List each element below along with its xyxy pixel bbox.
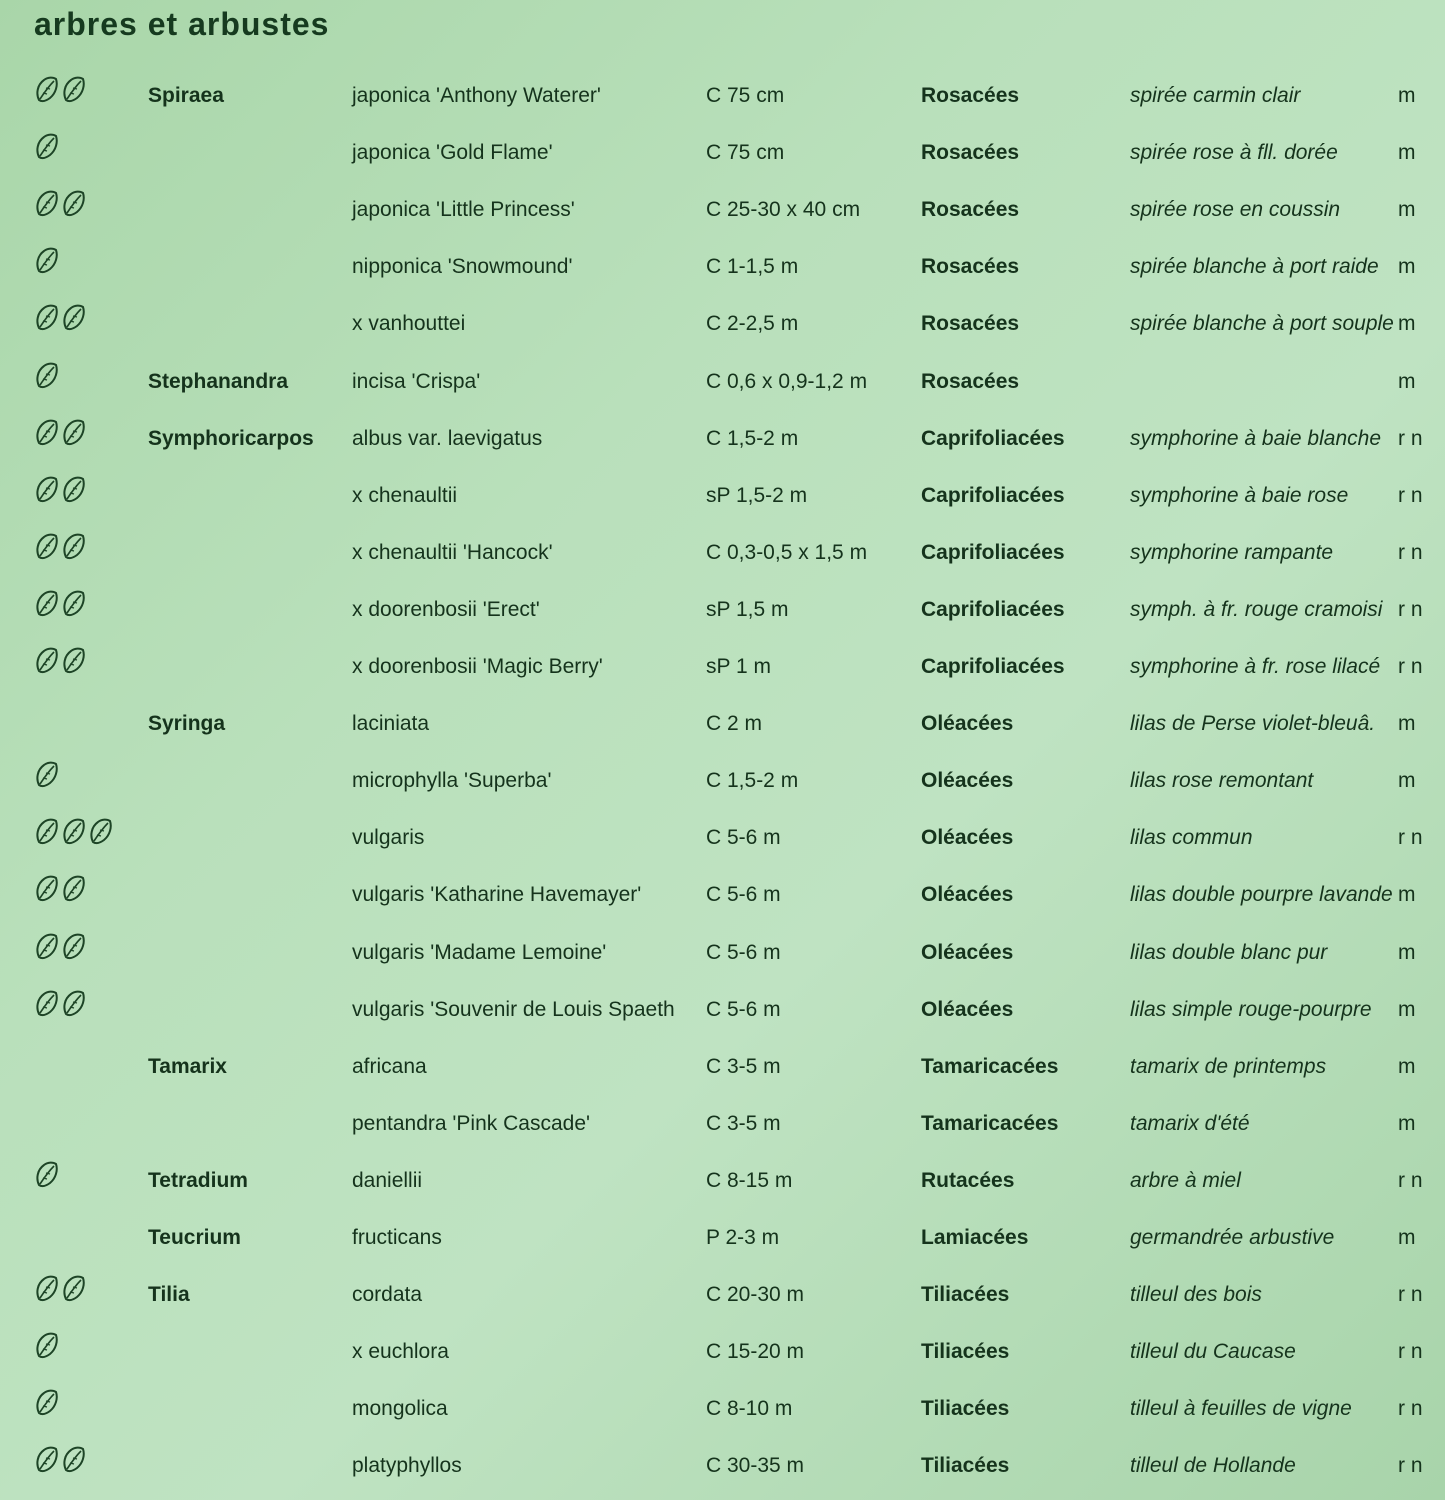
code-cell: m <box>1398 940 1416 964</box>
leaf-icon <box>34 931 60 975</box>
size-cell: C 20-30 m <box>706 1283 805 1307</box>
size-cell: C 1,5-2 m <box>706 426 799 450</box>
size-cell: sP 1,5-2 m <box>706 483 808 507</box>
common-name-cell: symph. à fr. rouge cramoisi <box>1130 597 1383 621</box>
table-row <box>0 1389 1445 1429</box>
table-row <box>0 990 1445 1030</box>
size-cell: C 2 m <box>706 712 763 736</box>
species-cell: x vanhouttei <box>352 312 466 336</box>
hardiness-icons <box>34 133 60 173</box>
hardiness-icons <box>34 533 87 573</box>
size-cell: C 5-6 m <box>706 826 781 850</box>
genus-cell: Stephanandra <box>148 369 289 393</box>
size-cell: C 2-2,5 m <box>706 312 799 336</box>
common-name-cell: tilleul à feuilles de vigne <box>1130 1397 1352 1421</box>
species-cell: microphylla 'Superba' <box>352 769 552 793</box>
common-name-cell: tilleul de Hollande <box>1130 1454 1296 1478</box>
size-cell: C 5-6 m <box>706 883 781 907</box>
table-row <box>0 1161 1445 1201</box>
common-name-cell: lilas de Perse violet-bleuâ. <box>1130 712 1376 736</box>
common-name-cell: tamarix d'été <box>1130 1111 1250 1135</box>
hardiness-icons <box>34 362 60 402</box>
leaf-icon <box>61 873 87 917</box>
code-cell: m <box>1398 997 1416 1021</box>
hardiness-icons <box>34 1275 87 1315</box>
hardiness-icons <box>34 761 60 801</box>
common-name-cell: spirée blanche à port souple <box>1130 312 1394 336</box>
size-cell: C 3-5 m <box>706 1054 781 1078</box>
table-row <box>0 76 1445 116</box>
species-cell: nipponica 'Snowmound' <box>352 255 573 279</box>
table-row <box>0 761 1445 801</box>
table-row <box>0 1047 1445 1087</box>
leaf-icon <box>61 588 87 632</box>
code-cell: m <box>1398 84 1416 107</box>
family-cell: Lamiacées <box>921 1226 1029 1249</box>
leaf-icon <box>61 74 87 118</box>
family-cell: Caprifoliacées <box>921 597 1065 621</box>
family-cell: Tiliacées <box>921 1454 1010 1478</box>
family-cell: Caprifoliacées <box>921 483 1065 507</box>
species-cell: x euchlora <box>352 1340 449 1364</box>
hardiness-icons <box>34 1389 60 1429</box>
common-name-cell: arbre à miel <box>1130 1168 1241 1192</box>
code-cell: m <box>1398 883 1416 907</box>
table-row <box>0 1275 1445 1315</box>
family-cell: Caprifoliacées <box>921 426 1065 450</box>
common-name-cell: lilas rose remontant <box>1130 769 1314 793</box>
hardiness-icons <box>34 590 87 630</box>
leaf-icon <box>34 759 60 803</box>
size-cell: C 5-6 m <box>706 940 781 964</box>
common-name-cell: tamarix de printemps <box>1130 1054 1327 1078</box>
size-cell: sP 1 m <box>706 655 771 678</box>
species-cell: vulgaris 'Katharine Havemayer' <box>352 883 642 907</box>
leaf-icon <box>34 873 60 917</box>
code-cell: m <box>1398 312 1416 336</box>
page-title: arbres et arbustes <box>34 6 330 42</box>
table-row <box>0 419 1445 459</box>
code-cell: r n <box>1398 540 1423 564</box>
leaf-icon <box>61 417 87 461</box>
species-cell: japonica 'Gold Flame' <box>352 141 553 165</box>
species-cell: x doorenbosii 'Magic Berry' <box>352 655 603 678</box>
size-cell: C 8-15 m <box>706 1168 793 1192</box>
leaf-icon <box>61 531 87 575</box>
hardiness-icons <box>34 419 87 459</box>
leaf-icon <box>88 816 114 860</box>
code-cell: m <box>1398 712 1416 736</box>
table-row <box>0 362 1445 402</box>
leaf-icon <box>34 1273 60 1317</box>
size-cell: C 1-1,5 m <box>706 255 799 279</box>
table-row <box>0 133 1445 173</box>
family-cell: Oléacées <box>921 769 1014 793</box>
leaf-icon <box>34 131 60 175</box>
species-cell: japonica 'Little Princess' <box>352 198 575 222</box>
family-cell: Rutacées <box>921 1168 1015 1192</box>
leaf-icon <box>61 474 87 518</box>
common-name-cell: germandrée arbustive <box>1130 1226 1335 1249</box>
hardiness-icons <box>34 875 87 915</box>
species-cell: laciniata <box>352 712 430 736</box>
family-cell: Oléacées <box>921 712 1014 736</box>
leaf-icon <box>34 1444 60 1488</box>
species-cell: cordata <box>352 1283 423 1307</box>
table-row <box>0 304 1445 344</box>
leaf-icon <box>34 417 60 461</box>
common-name-cell: lilas commun <box>1130 826 1253 850</box>
leaf-icon <box>34 988 60 1032</box>
code-cell: m <box>1398 141 1416 165</box>
species-cell: daniellii <box>352 1168 423 1192</box>
leaf-icon <box>34 245 60 289</box>
leaf-icon <box>61 302 87 346</box>
leaf-icon <box>61 988 87 1032</box>
size-cell: C 75 cm <box>706 141 785 165</box>
family-cell: Rosacées <box>921 84 1020 107</box>
code-cell: r n <box>1398 655 1423 678</box>
genus-cell: Symphoricarpos <box>148 426 314 450</box>
code-cell: r n <box>1398 1397 1423 1421</box>
hardiness-icons <box>34 304 87 344</box>
leaf-icon <box>34 1159 60 1203</box>
family-cell: Rosacées <box>921 369 1020 393</box>
table-row <box>0 190 1445 230</box>
family-cell: Tamaricacées <box>921 1054 1059 1078</box>
family-cell: Caprifoliacées <box>921 655 1065 678</box>
family-cell: Tamaricacées <box>921 1111 1059 1135</box>
species-cell: x chenaultii 'Hancock' <box>352 540 553 564</box>
hardiness-icons <box>34 1161 60 1201</box>
table-row <box>0 704 1445 744</box>
table-row <box>0 933 1445 973</box>
leaf-icon <box>61 188 87 232</box>
leaf-icon <box>34 302 60 346</box>
hardiness-icons <box>34 818 114 858</box>
size-cell: C 0,3-0,5 x 1,5 m <box>706 540 868 564</box>
family-cell: Oléacées <box>921 883 1014 907</box>
family-cell: Oléacées <box>921 997 1014 1021</box>
common-name-cell: spirée rose en coussin <box>1130 198 1341 222</box>
size-cell: C 3-5 m <box>706 1111 781 1135</box>
size-cell: C 8-10 m <box>706 1397 793 1421</box>
species-cell: fructicans <box>352 1226 442 1249</box>
table-row <box>0 818 1445 858</box>
code-cell: m <box>1398 369 1416 393</box>
genus-cell: Tilia <box>148 1283 190 1307</box>
leaf-icon <box>34 1387 60 1431</box>
size-cell: C 5-6 m <box>706 997 781 1021</box>
code-cell: r n <box>1398 1454 1423 1478</box>
table-row <box>0 1218 1445 1258</box>
species-cell: japonica 'Anthony Waterer' <box>352 84 601 107</box>
hardiness-icons <box>34 190 87 230</box>
leaf-icon <box>34 816 60 860</box>
leaf-icon <box>34 188 60 232</box>
code-cell: r n <box>1398 1168 1423 1192</box>
leaf-icon <box>34 74 60 118</box>
table-row <box>0 647 1445 687</box>
family-cell: Caprifoliacées <box>921 540 1065 564</box>
common-name-cell: tilleul du Caucase <box>1130 1340 1296 1364</box>
species-cell: vulgaris <box>352 826 425 850</box>
species-cell: incisa 'Crispa' <box>352 369 481 393</box>
code-cell: r n <box>1398 426 1423 450</box>
hardiness-icons <box>34 933 87 973</box>
hardiness-icons <box>34 76 87 116</box>
leaf-icon <box>61 645 87 689</box>
hardiness-icons <box>34 247 60 287</box>
leaf-icon <box>61 1273 87 1317</box>
common-name-cell: spirée carmin clair <box>1130 84 1301 107</box>
table-row <box>0 875 1445 915</box>
leaf-icon <box>61 1444 87 1488</box>
size-cell: C 1,5-2 m <box>706 769 799 793</box>
leaf-icon <box>61 816 87 860</box>
code-cell: r n <box>1398 597 1423 621</box>
table-row <box>0 1104 1445 1144</box>
family-cell: Rosacées <box>921 255 1020 279</box>
common-name-cell: symphorine à fr. rose lilacé <box>1130 655 1381 678</box>
genus-cell: Tamarix <box>148 1054 227 1078</box>
code-cell: r n <box>1398 483 1423 507</box>
species-cell: africana <box>352 1054 427 1078</box>
table-row <box>0 1332 1445 1372</box>
species-cell: x doorenbosii 'Erect' <box>352 597 540 621</box>
code-cell: m <box>1398 1054 1416 1078</box>
leaf-icon <box>61 931 87 975</box>
code-cell: m <box>1398 198 1416 222</box>
code-cell: m <box>1398 255 1416 279</box>
leaf-icon <box>34 1330 60 1374</box>
genus-cell: Spiraea <box>148 84 224 107</box>
common-name-cell: spirée rose à fll. dorée <box>1130 141 1338 165</box>
species-cell: vulgaris 'Madame Lemoine' <box>352 940 607 964</box>
family-cell: Tiliacées <box>921 1340 1010 1364</box>
common-name-cell: lilas double pourpre lavande <box>1130 883 1393 907</box>
family-cell: Rosacées <box>921 198 1020 222</box>
species-cell: albus var. laevigatus <box>352 426 543 450</box>
common-name-cell: symphorine à baie blanche <box>1130 426 1381 450</box>
size-cell: C 30-35 m <box>706 1454 805 1478</box>
size-cell: C 75 cm <box>706 84 785 107</box>
common-name-cell: spirée blanche à port raide <box>1130 255 1379 279</box>
common-name-cell: tilleul des bois <box>1130 1283 1262 1307</box>
species-cell: mongolica <box>352 1397 448 1421</box>
code-cell: m <box>1398 1226 1416 1249</box>
family-cell: Tiliacées <box>921 1397 1010 1421</box>
code-cell: r n <box>1398 826 1423 850</box>
code-cell: m <box>1398 1111 1416 1135</box>
hardiness-icons <box>34 1446 87 1486</box>
family-cell: Rosacées <box>921 312 1020 336</box>
size-cell: P 2-3 m <box>706 1226 780 1249</box>
table-row <box>0 533 1445 573</box>
size-cell: C 15-20 m <box>706 1340 805 1364</box>
family-cell: Oléacées <box>921 826 1014 850</box>
code-cell: r n <box>1398 1283 1423 1307</box>
hardiness-icons <box>34 647 87 687</box>
hardiness-icons <box>34 1332 60 1372</box>
size-cell: C 25-30 x 40 cm <box>706 198 861 222</box>
leaf-icon <box>34 474 60 518</box>
common-name-cell: symphorine rampante <box>1130 540 1334 564</box>
genus-cell: Tetradium <box>148 1168 248 1192</box>
genus-cell: Syringa <box>148 712 226 736</box>
species-cell: x chenaultii <box>352 483 458 507</box>
family-cell: Tiliacées <box>921 1283 1010 1307</box>
size-cell: C 0,6 x 0,9-1,2 m <box>706 369 868 393</box>
size-cell: sP 1,5 m <box>706 597 789 621</box>
table-row <box>0 476 1445 516</box>
leaf-icon <box>34 360 60 404</box>
table-row <box>0 590 1445 630</box>
family-cell: Oléacées <box>921 940 1014 964</box>
common-name-cell: symphorine à baie rose <box>1130 483 1349 507</box>
leaf-icon <box>34 588 60 632</box>
species-cell: pentandra 'Pink Cascade' <box>352 1111 591 1135</box>
family-cell: Rosacées <box>921 141 1020 165</box>
leaf-icon <box>34 645 60 689</box>
hardiness-icons <box>34 476 87 516</box>
species-cell: platyphyllos <box>352 1454 462 1478</box>
table-row <box>0 247 1445 287</box>
common-name-cell: lilas double blanc pur <box>1130 940 1328 964</box>
genus-cell: Teucrium <box>148 1226 241 1249</box>
code-cell: m <box>1398 769 1416 793</box>
common-name-cell: lilas simple rouge-pourpre <box>1130 997 1372 1021</box>
species-cell: vulgaris 'Souvenir de Louis Spaeth <box>352 997 675 1021</box>
leaf-icon <box>34 531 60 575</box>
code-cell: r n <box>1398 1340 1423 1364</box>
hardiness-icons <box>34 990 87 1030</box>
table-row <box>0 1446 1445 1486</box>
